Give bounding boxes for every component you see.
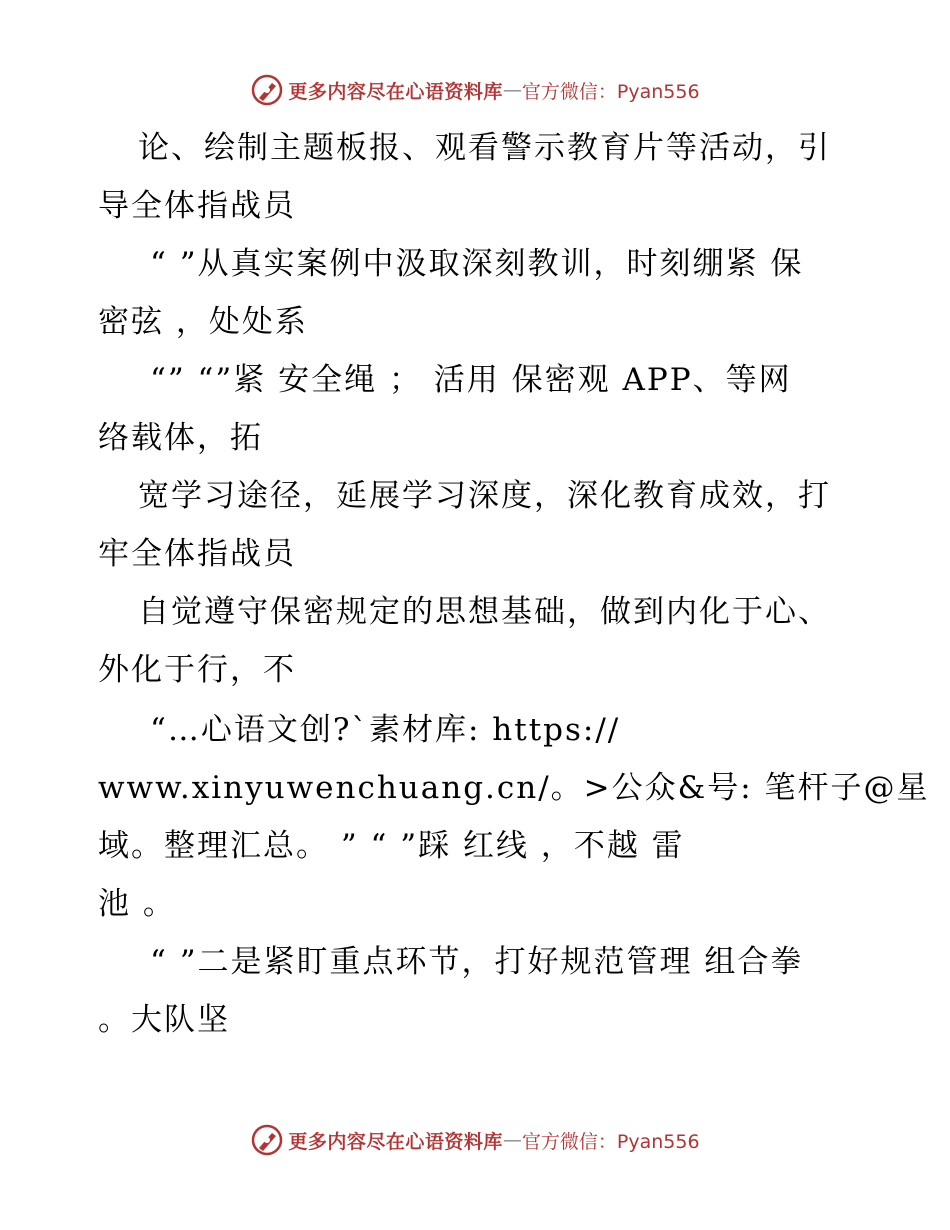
footer-wechat-text: 官方微信：Pyan556 bbox=[521, 1130, 700, 1153]
body-line: 外化于行，不 bbox=[98, 652, 296, 688]
body-line: “ ”二是紧盯重点环节，打好规范管理 组合拳 bbox=[150, 944, 804, 980]
body-line: 。大队坚 bbox=[98, 1002, 230, 1038]
footer-site-text: 更多内容尽在心语资料库 bbox=[288, 1130, 503, 1153]
header-banner bbox=[0, 70, 950, 110]
body-line: 池 。 bbox=[98, 886, 176, 922]
header-wechat-text: 官方微信：Pyan556 bbox=[521, 80, 700, 103]
pen-circle-logo-icon bbox=[250, 73, 284, 107]
header-site-text: 更多内容尽在心语资料库 bbox=[288, 80, 503, 103]
footer-banner bbox=[0, 1120, 950, 1160]
body-line: 宽学习途径，延展学习深度，深化教育成效，打 bbox=[138, 478, 831, 514]
pen-circle-logo-icon bbox=[250, 1123, 284, 1157]
header-separator: — bbox=[502, 79, 522, 101]
body-line: 域。整理汇总。 ” “ ”踩 红线 ，不越 雷 bbox=[98, 828, 685, 864]
body-line: “” “”紧 安全绳 ； 活用 保密观 APP、等网 bbox=[150, 362, 792, 398]
body-line: 论、绘制主题板报、观看警示教育片等活动，引 bbox=[138, 130, 831, 166]
body-line: 密弦 ，处处系 bbox=[98, 304, 308, 340]
body-line: 自觉遵守保密规定的思想基础，做到内化于心、 bbox=[138, 594, 831, 630]
body-line: “…心语文创?`素材库: https:// bbox=[150, 712, 621, 748]
footer-separator: — bbox=[502, 1129, 522, 1151]
body-line: 导全体指战员 bbox=[98, 188, 296, 224]
body-line: 络载体，拓 bbox=[98, 420, 263, 456]
body-line: 牢全体指战员 bbox=[98, 536, 296, 572]
body-line: www.xinyuwenchuang.cn/。>公众&号: 笔杆子@星 bbox=[98, 770, 930, 806]
body-line: “ ”从真实案例中汲取深刻教训，时刻绷紧 保 bbox=[150, 246, 804, 282]
